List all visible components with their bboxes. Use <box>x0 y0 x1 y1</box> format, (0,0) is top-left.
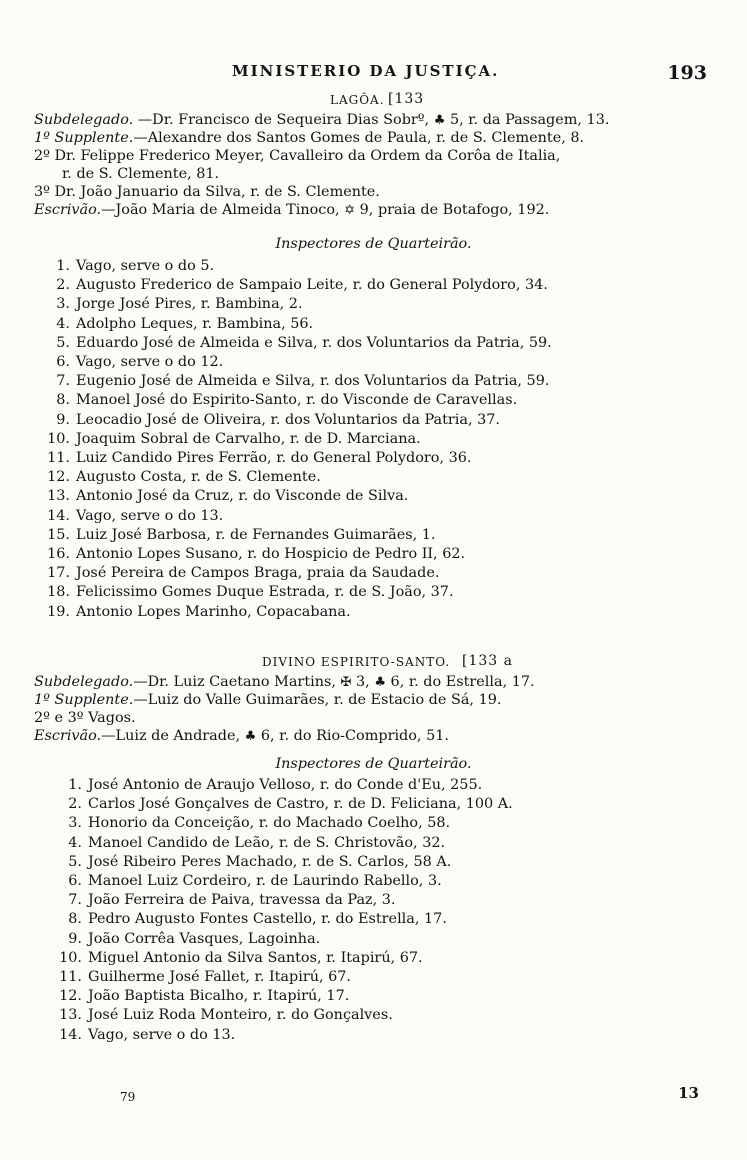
order-symbol-icon: ✡ <box>344 203 356 218</box>
inspector-entry <box>44 372 549 390</box>
official-role: Escrivão. <box>34 202 102 218</box>
inspector-entry <box>56 968 351 986</box>
section-heading: LAGÔA. <box>330 93 385 107</box>
section-heading-continuation: [133 a <box>462 653 513 669</box>
official-role: Subdelegado. <box>34 674 134 690</box>
inspector-entry <box>56 795 513 813</box>
entry-text: Luiz José Barbosa, r. de Fernandes Guimarães, 1. <box>76 526 436 543</box>
inspector-entry <box>56 872 442 890</box>
official-role: 1º Supplente. <box>34 692 134 708</box>
inspector-entry <box>44 449 472 467</box>
entry-text: Leocadio José de Oliveira, r. dos Voluntarios da Patria, 37. <box>76 411 500 428</box>
entry-text: Vago, serve o do 13. <box>76 507 224 524</box>
inspector-entry <box>44 391 517 409</box>
inspector-entry <box>56 814 450 832</box>
inspector-entry <box>44 411 500 429</box>
inspector-entry <box>56 930 320 948</box>
official-text-after: 6, r. do Estrella, 17. <box>385 674 535 690</box>
inspector-entry <box>44 430 421 448</box>
entry-text: Antonio Lopes Marinho, Copacabana. <box>76 603 351 620</box>
entry-number: 2. <box>68 796 82 813</box>
inspector-entry <box>44 526 436 544</box>
entry-text: Joaquim Sobral de Carvalho, r. de D. Marciana. <box>76 430 421 447</box>
entry-number: 6. <box>56 354 70 370</box>
entry-number: 9. <box>68 930 82 947</box>
entry-number: 8. <box>56 392 70 409</box>
inspector-entry <box>56 1026 235 1044</box>
order-symbol-icon: ♣ <box>433 113 446 128</box>
entry-number: 6. <box>68 873 82 889</box>
order-symbol-icon: ♣ <box>244 729 257 744</box>
entry-text: Honorio da Conceição, r. do Machado Coelho, 58. <box>88 815 451 832</box>
page-number: 193 <box>667 62 707 84</box>
entry-text: José Luiz Roda Monteiro, r. do Gonçalves. <box>88 1007 393 1024</box>
entry-number: 12. <box>47 469 70 486</box>
entry-text: Antonio Lopes Susano, r. do Hospicio de Pedro II, 62. <box>76 546 466 562</box>
inspector-entry <box>56 891 396 909</box>
section-heading-continuation: [133 <box>388 91 425 107</box>
entry-text: Eugenio José de Almeida e Silva, r. dos Voluntarios da Patria, 59. <box>76 373 550 390</box>
inspector-entry <box>56 1006 393 1024</box>
entry-number: 12. <box>59 988 82 1005</box>
entry-text: José Pereira de Campos Braga, praia da Saudade. <box>76 565 440 582</box>
official-text: —Alexandre dos Santos Gomes de Paula, r. de S. Clemente, 8. <box>133 130 585 146</box>
official-text: —João Maria de Almeida Tinoco, <box>101 202 345 218</box>
entry-number: 1. <box>68 777 82 793</box>
entry-text: João Baptista Bicalho, r. Itapirú, 17. <box>88 988 350 1005</box>
entry-text: José Antonio de Araujo Velloso, r. do Conde d'Eu, 255. <box>88 777 483 793</box>
entry-number: 11. <box>59 969 82 985</box>
official-role: Subdelegado. <box>34 112 134 128</box>
inspector-entry <box>44 334 552 352</box>
section-heading: DIVINO ESPIRITO-SANTO. <box>262 655 451 669</box>
entry-text: Pedro Augusto Fontes Castello, r. do Estrella, 17. <box>88 911 447 928</box>
inspector-entry <box>44 603 351 621</box>
entry-number: 14. <box>47 507 70 524</box>
official-text: —Dr. Luiz Caetano Martins, <box>133 674 341 690</box>
entry-text: Manoel Luiz Cordeiro, r. de Laurindo Rabello, 3. <box>88 873 442 889</box>
entry-text: João Ferreira de Paiva, travessa da Paz, 3. <box>88 892 396 909</box>
inspector-entry <box>44 545 465 563</box>
official-role: Escrivão. <box>34 728 102 744</box>
entry-number: 10. <box>47 430 70 447</box>
official-line <box>34 673 535 692</box>
signature-mark: 79 <box>120 1090 136 1104</box>
official-line <box>34 201 549 220</box>
official-line <box>34 691 501 709</box>
official-role: 1º Supplente. <box>34 130 134 146</box>
entry-text: Vago, serve o do 13. <box>88 1026 236 1043</box>
entry-number: 1. <box>56 258 70 274</box>
entry-text: Augusto Frederico de Sampaio Leite, r. do General Polydoro, 34. <box>76 277 548 294</box>
entry-text: João Corrêa Vasques, Lagoinha. <box>88 930 321 947</box>
order-symbol-icon: ✠ <box>340 675 352 690</box>
entry-number: 19. <box>47 603 70 620</box>
official-text: —Luiz de Andrade, <box>101 728 245 744</box>
entry-number: 11. <box>47 450 70 466</box>
entry-number: 8. <box>68 911 82 928</box>
official-line <box>34 183 380 201</box>
inspectors-heading: Inspectores de Quarteirão. <box>275 756 472 772</box>
official-text: —Dr. Francisco de Sequeira Dias Sobrº, <box>133 112 434 128</box>
entry-number: 13. <box>47 488 70 505</box>
entry-text: Felicissimo Gomes Duque Estrada, r. de S. João, 37. <box>76 584 454 601</box>
official-line <box>34 709 136 727</box>
official-text: 3º Dr. João Januario da Silva, r. de S. Clemente. <box>34 184 380 200</box>
inspector-entry <box>56 987 349 1005</box>
inspector-entry <box>44 468 321 486</box>
official-text: 2º Dr. Felippe Frederico Meyer, Cavalleiro da Ordem da Corôa de Italia, <box>34 148 561 164</box>
inspector-entry <box>56 834 445 852</box>
entry-number: 5. <box>68 853 82 870</box>
entry-text: José Ribeiro Peres Machado, r. de S. Carlos, 58 A. <box>88 853 452 870</box>
official-text: 2º e 3º Vagos. <box>34 710 136 726</box>
inspector-entry <box>44 583 454 601</box>
order-symbol-icon: ♣ <box>374 675 386 690</box>
entry-number: 7. <box>68 892 82 909</box>
inspector-entry <box>44 315 313 333</box>
entry-text: Augusto Costa, r. de S. Clemente. <box>76 469 321 486</box>
entry-number: 4. <box>56 315 70 332</box>
inspector-entry <box>44 487 408 505</box>
inspector-entry <box>44 507 223 525</box>
entry-number: 3. <box>56 296 70 313</box>
official-text-after: 6, r. do Rio-Comprido, 51. <box>256 728 449 744</box>
entry-text: Jorge José Pires, r. Bambina, 2. <box>76 296 303 313</box>
entry-text: Manoel Candido de Leão, r. de S. Christovão, 32. <box>88 834 446 851</box>
inspector-entry <box>44 276 548 294</box>
footer-mark: 13 <box>678 1084 699 1102</box>
entry-number: 13. <box>59 1007 82 1024</box>
entry-number: 18. <box>47 584 70 601</box>
official-line <box>34 111 609 130</box>
page-header <box>0 62 747 86</box>
official-line <box>34 147 560 165</box>
entry-text: Luiz Candido Pires Ferrão, r. do General Polydoro, 36. <box>76 450 472 466</box>
entry-text: Eduardo José de Almeida e Silva, r. dos Voluntarios da Patria, 59. <box>76 334 552 351</box>
entry-number: 2. <box>56 277 70 294</box>
inspector-entry <box>56 776 482 794</box>
entry-number: 5. <box>56 334 70 351</box>
inspector-entry <box>56 949 423 967</box>
entry-text: Carlos José Gonçalves de Castro, r. de D. Feliciana, 100 A. <box>88 796 513 813</box>
entry-text: Miguel Antonio da Silva Santos, r. Itapirú, 67. <box>88 949 423 966</box>
official-text: —Luiz do Valle Guimarães, r. de Estacio de Sá, 19. <box>133 692 502 708</box>
entry-text: Vago, serve o do 12. <box>76 354 224 370</box>
entry-text: Guilherme José Fallet, r. Itapirú, 67. <box>88 969 352 985</box>
official-line <box>34 727 449 746</box>
entry-number: 15. <box>47 526 70 543</box>
official-text-after: 3, <box>351 674 375 690</box>
entry-number: 3. <box>68 815 82 832</box>
official-line <box>34 129 584 147</box>
official-line <box>62 165 219 183</box>
entry-number: 16. <box>47 546 70 562</box>
inspector-entry <box>44 564 439 582</box>
entry-number: 9. <box>56 411 70 428</box>
entry-text: Adolpho Leques, r. Bambina, 56. <box>76 315 314 332</box>
entry-text: Manoel José do Espirito-Santo, r. do Visconde de Caravellas. <box>76 392 518 409</box>
entry-number: 14. <box>59 1026 82 1043</box>
inspector-entry <box>56 853 451 871</box>
running-title: MINISTERIO DA JUSTIÇA. <box>232 62 500 80</box>
entry-number: 10. <box>59 949 82 966</box>
inspector-entry <box>44 353 223 371</box>
entry-text: Antonio José da Cruz, r. do Visconde de Silva. <box>76 488 409 505</box>
inspector-entry <box>44 257 214 275</box>
entry-number: 4. <box>68 834 82 851</box>
official-text-after: 9, praia de Botafogo, 192. <box>355 202 550 218</box>
inspector-entry <box>44 295 303 313</box>
inspector-entry <box>56 910 447 928</box>
entry-number: 7. <box>56 373 70 390</box>
inspectors-heading: Inspectores de Quarteirão. <box>275 236 472 252</box>
official-text: r. de S. Clemente, 81. <box>62 166 220 182</box>
entry-number: 17. <box>47 565 70 582</box>
entry-text: Vago, serve o do 5. <box>76 258 215 274</box>
official-text-after: 5, r. da Passagem, 13. <box>445 112 610 128</box>
